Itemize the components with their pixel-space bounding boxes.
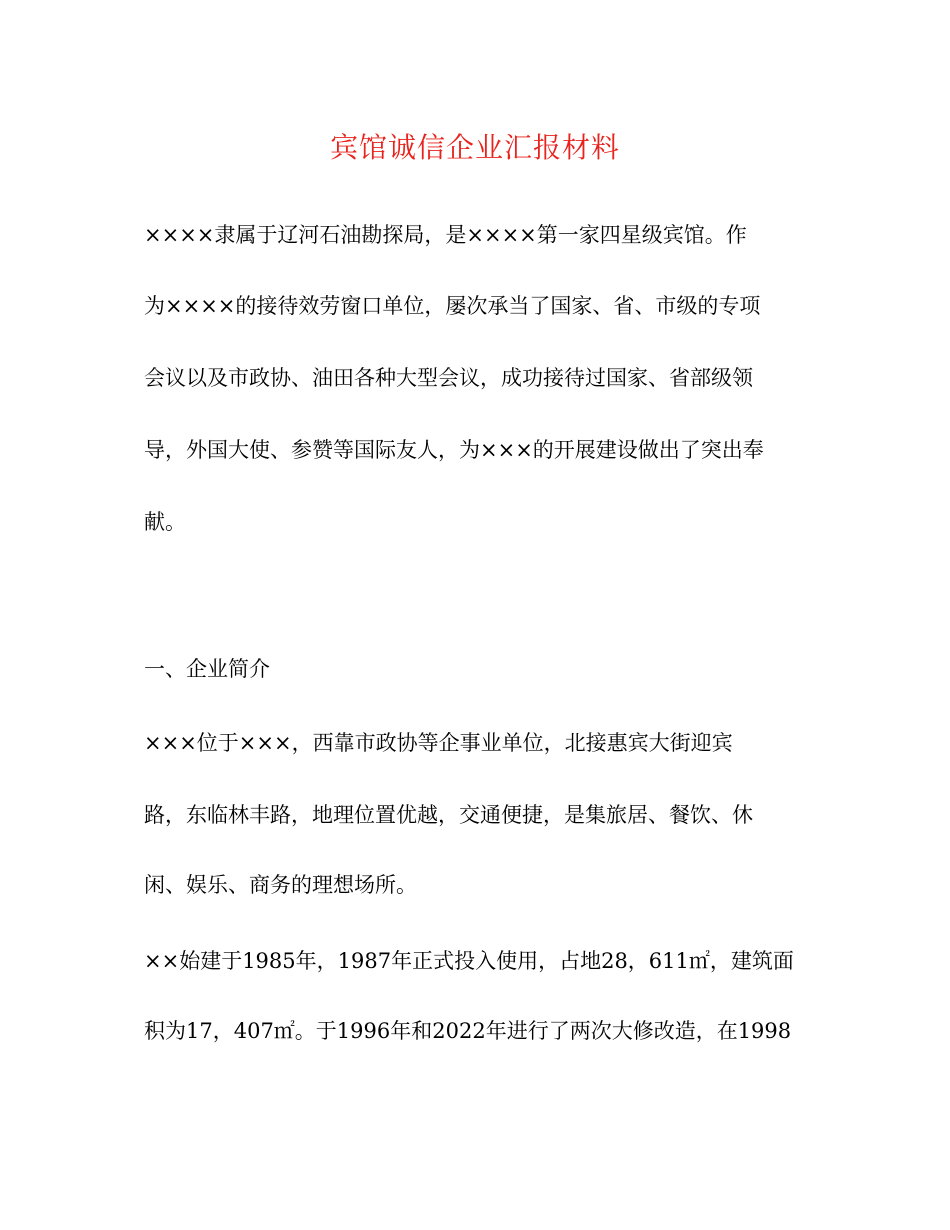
intro-line-2: 为××××的接待效劳窗口单位，屡次承当了国家、省、市级的专项 — [144, 294, 761, 318]
intro-line-3: 会议以及市政协、油田各种大型会议，成功接待过国家、省部级领 — [144, 366, 753, 390]
section-para2-line-1: ××始建于1985年，1987年正式投入使用，占地28，611㎡，建筑面 — [144, 949, 794, 973]
section-para1-line-3: 闲、娱乐、商务的理想场所。 — [144, 873, 417, 897]
section-para2-line-2: 积为17，407㎡。于1996年和2022年进行了两次大修改造，在1998 — [144, 1019, 792, 1043]
section-heading: 一、企业简介 — [144, 657, 270, 681]
section-para1-line-1: ×××位于×××，西靠市政协等企事业单位，北接惠宾大街迎宾 — [144, 731, 733, 755]
intro-line-5: 献。 — [144, 510, 186, 534]
section-para1-line-2: 路，东临林丰路，地理位置优越，交通便捷，是集旅居、餐饮、休 — [144, 803, 753, 827]
document-title: 宾馆诚信企业汇报材料 — [329, 131, 620, 164]
intro-line-4: 导，外国大使、参赞等国际友人，为×××的开展建设做出了突出奉 — [144, 438, 764, 462]
intro-line-1: ××××隶属于辽河石油勘探局，是××××第一家四星级宾馆。作 — [144, 223, 747, 247]
